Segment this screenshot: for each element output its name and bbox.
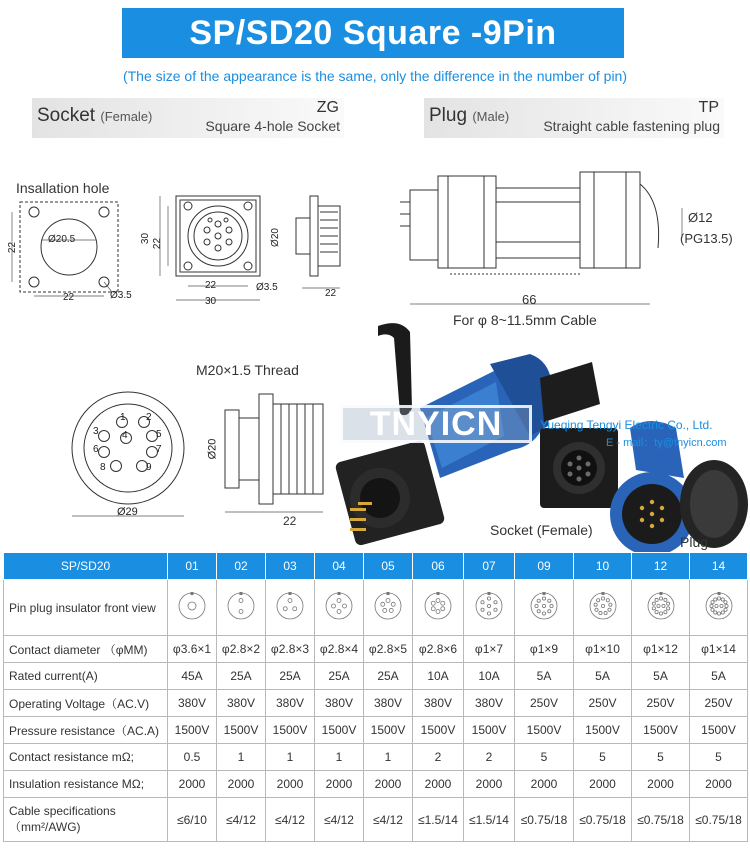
socket-side-drawing bbox=[280, 190, 350, 300]
spec-cell: φ3.6×1 bbox=[168, 636, 217, 663]
pin-hole bbox=[710, 608, 713, 611]
dim-22-socket-side: 22 bbox=[325, 288, 337, 299]
spec-cell: 5A bbox=[690, 663, 748, 690]
spec-cell: 1500V bbox=[168, 717, 217, 744]
face-pin-hole bbox=[111, 461, 122, 472]
spec-cell: 380V bbox=[168, 690, 217, 717]
pin-hole bbox=[441, 607, 445, 611]
pin-layout-icon bbox=[225, 590, 257, 622]
pin-hole bbox=[381, 602, 385, 606]
pin-hole bbox=[542, 612, 545, 615]
dim-pg-plug: (PG13.5) bbox=[680, 231, 733, 246]
plug-tag bbox=[424, 98, 724, 138]
face-pin-2: 2 bbox=[146, 412, 152, 423]
pin-hole bbox=[659, 612, 662, 615]
pin-hole bbox=[332, 604, 336, 608]
pin-hole bbox=[548, 610, 551, 613]
pin-hole bbox=[337, 610, 341, 614]
spec-cell: 380V bbox=[364, 690, 413, 717]
spec-cell: φ1×12 bbox=[632, 636, 690, 663]
pin-layout-icon bbox=[703, 590, 735, 622]
spec-row-label: Operating Voltage（AC.V) bbox=[4, 690, 168, 717]
pin-hole bbox=[494, 608, 497, 611]
pin-layout-cell bbox=[168, 580, 217, 636]
pin-layout-icon bbox=[587, 590, 619, 622]
pin-hole bbox=[239, 599, 243, 603]
pin-hole bbox=[389, 608, 393, 612]
spec-cell: 1500V bbox=[315, 717, 364, 744]
socket-tag-desc: Square 4-hole Socket bbox=[205, 118, 340, 134]
spec-cell: 250V bbox=[515, 690, 574, 717]
installation-hole-label: Insallation hole bbox=[16, 180, 110, 196]
spec-cell: 25A bbox=[364, 663, 413, 690]
pin-hole bbox=[661, 604, 664, 607]
pin-hole bbox=[607, 608, 610, 611]
pin-hole bbox=[666, 607, 669, 610]
spec-cell: ≤4/12 bbox=[364, 798, 413, 842]
pin-layout-cell bbox=[217, 580, 266, 636]
spec-row-cable bbox=[4, 798, 748, 842]
pin-hole bbox=[441, 601, 445, 605]
company-email: E - mail：ty@tnyicn.com bbox=[606, 437, 727, 449]
spec-header-pin-count: 01 bbox=[168, 553, 217, 580]
pin-hole bbox=[714, 604, 717, 607]
spec-cell: ≤0.75/18 bbox=[574, 798, 632, 842]
pin-hole bbox=[652, 607, 655, 610]
pin-hole bbox=[659, 597, 662, 600]
spec-cell: 2000 bbox=[413, 771, 464, 798]
pin-hole bbox=[713, 611, 716, 614]
pin-layout-cell bbox=[690, 580, 748, 636]
spec-cell: 1 bbox=[217, 744, 266, 771]
pin-hole bbox=[343, 604, 347, 608]
spec-cell: 380V bbox=[217, 690, 266, 717]
dim-12-plug: Ø12 bbox=[688, 210, 713, 225]
pin-layout-cell bbox=[413, 580, 464, 636]
spec-cell: 1500V bbox=[515, 717, 574, 744]
spec-row-label: Insulation resistance MΩ; bbox=[4, 771, 168, 798]
pin-hole bbox=[596, 599, 599, 602]
spec-row-label: Contact resistance mΩ; bbox=[4, 744, 168, 771]
dim-22-socket-vertical: 22 bbox=[152, 237, 164, 250]
spec-cell: 25A bbox=[315, 663, 364, 690]
spec-cell: 250V bbox=[632, 690, 690, 717]
pin-hole bbox=[481, 601, 484, 604]
pin-layout-cell bbox=[574, 580, 632, 636]
pin-hole bbox=[608, 603, 611, 606]
pin-hole bbox=[337, 599, 341, 603]
pin-hole bbox=[656, 604, 659, 607]
spec-header-pin-count: 04 bbox=[315, 553, 364, 580]
pin-hole bbox=[391, 602, 395, 606]
pin-hole bbox=[487, 597, 490, 600]
dim-22-vertical: 22 bbox=[7, 241, 19, 254]
pin-hole bbox=[436, 610, 440, 614]
pin-hole bbox=[537, 610, 540, 613]
pin-hole bbox=[535, 604, 538, 607]
pin-hole bbox=[487, 604, 490, 607]
spec-row-label: Pin plug insulator front view bbox=[4, 580, 168, 636]
spec-cell: 5 bbox=[574, 744, 632, 771]
pin-layout-icon bbox=[473, 590, 505, 622]
dim-30-socket: 30 bbox=[205, 296, 217, 307]
face-pin-6: 6 bbox=[93, 444, 99, 455]
spec-cell: 1500V bbox=[690, 717, 748, 744]
spec-row bbox=[4, 690, 748, 717]
spec-cell: 380V bbox=[464, 690, 515, 717]
spec-cell: 2000 bbox=[515, 771, 574, 798]
spec-header-pin-count: 09 bbox=[515, 553, 574, 580]
spec-row-label: Pressure resistance（AC.A) bbox=[4, 717, 168, 744]
pin-hole bbox=[717, 612, 720, 615]
company-name: Yueqing Tengyi Electric Co., Ltd. bbox=[540, 418, 713, 432]
spec-cell: 45A bbox=[168, 663, 217, 690]
spec-row bbox=[4, 744, 748, 771]
spec-row-label: Contact diameter （φMM) bbox=[4, 636, 168, 663]
face-pin-hole bbox=[99, 431, 110, 442]
pin-hole bbox=[288, 599, 292, 603]
spec-cell: ≤1.5/14 bbox=[464, 798, 515, 842]
face-pin-9: 9 bbox=[146, 462, 152, 473]
dim-20-socket-side: Ø20 bbox=[269, 228, 281, 247]
dim-29-face: Ø29 bbox=[117, 506, 138, 518]
face-pin-8: 8 bbox=[100, 462, 106, 473]
spec-row-label: Cable specifications（mm²/AWG) bbox=[4, 798, 168, 842]
pin-hole bbox=[550, 604, 553, 607]
pin-hole bbox=[594, 603, 597, 606]
pin-hole bbox=[383, 608, 387, 612]
spec-cell: ≤4/12 bbox=[315, 798, 364, 842]
plug-tag-name: Plug (Male) bbox=[429, 105, 510, 126]
face-pin-1: 1 bbox=[120, 412, 126, 423]
pin-layout-cell bbox=[632, 580, 690, 636]
spec-table bbox=[3, 552, 748, 842]
dim-66-plug: 66 bbox=[522, 292, 537, 307]
socket-photo-label: Socket (Female) bbox=[490, 522, 593, 538]
pin-hole bbox=[709, 604, 712, 607]
spec-cell: ≤0.75/18 bbox=[515, 798, 574, 842]
pin-hole bbox=[188, 602, 196, 610]
spec-header-row bbox=[4, 553, 748, 580]
spec-cell: 0.5 bbox=[168, 744, 217, 771]
spec-cell: 250V bbox=[690, 690, 748, 717]
spec-header-model: SP/SD20 bbox=[4, 553, 168, 580]
pin-hole bbox=[598, 611, 601, 614]
spec-cell: φ1×7 bbox=[464, 636, 515, 663]
pin-layout-cell bbox=[266, 580, 315, 636]
spec-header-pin-count: 02 bbox=[217, 553, 266, 580]
spec-cell: ≤4/12 bbox=[217, 798, 266, 842]
pin-hole bbox=[723, 601, 726, 604]
pin-hole bbox=[481, 608, 484, 611]
dim-20-thread: Ø20 bbox=[206, 438, 219, 460]
spec-cell: φ2.8×5 bbox=[364, 636, 413, 663]
spec-row bbox=[4, 771, 748, 798]
brand-logo: TNYICN bbox=[340, 405, 532, 443]
pin-hole bbox=[606, 599, 609, 602]
pin-hole bbox=[542, 604, 545, 607]
spec-cell: 5 bbox=[632, 744, 690, 771]
pin-hole bbox=[548, 599, 551, 602]
pin-layout-icon bbox=[528, 590, 560, 622]
pin-hole bbox=[431, 601, 435, 605]
pin-hole bbox=[594, 608, 597, 611]
spec-header-pin-count: 14 bbox=[690, 553, 748, 580]
face-pin-4: 4 bbox=[122, 430, 128, 441]
spec-cell: 1500V bbox=[632, 717, 690, 744]
spec-row bbox=[4, 717, 748, 744]
dim-3-5-hole: Ø3.5 bbox=[110, 290, 132, 301]
pin-hole bbox=[537, 599, 540, 602]
pin-hole bbox=[719, 604, 722, 607]
spec-cell: 25A bbox=[266, 663, 315, 690]
spec-cell: φ2.8×2 bbox=[217, 636, 266, 663]
spec-cell: φ1×14 bbox=[690, 636, 748, 663]
spec-header-pin-count: 06 bbox=[413, 553, 464, 580]
spec-cell: 2000 bbox=[364, 771, 413, 798]
plug-tag-code: TP bbox=[698, 99, 719, 116]
spec-row-pin-view bbox=[4, 580, 748, 636]
socket-tag bbox=[32, 98, 344, 138]
pin-layout-icon bbox=[176, 590, 208, 622]
spec-row-label: Rated current(A) bbox=[4, 663, 168, 690]
pin-hole bbox=[663, 610, 666, 613]
pin-hole bbox=[713, 598, 716, 601]
socket-tag-code: ZG bbox=[316, 99, 339, 116]
face-pin-hole bbox=[99, 447, 110, 458]
dim-22-socket: 22 bbox=[205, 280, 217, 291]
pin-hole bbox=[666, 602, 669, 605]
pin-hole bbox=[654, 598, 657, 601]
spec-header-pin-count: 07 bbox=[464, 553, 515, 580]
pin-hole bbox=[710, 601, 713, 604]
spec-cell: 2000 bbox=[168, 771, 217, 798]
pin-layout-cell bbox=[364, 580, 413, 636]
pin-layout-icon bbox=[274, 590, 306, 622]
spec-cell: 380V bbox=[413, 690, 464, 717]
spec-cell: 1500V bbox=[413, 717, 464, 744]
spec-cell: 2000 bbox=[690, 771, 748, 798]
spec-cell: 1500V bbox=[464, 717, 515, 744]
pin-hole bbox=[431, 607, 435, 611]
pin-hole bbox=[723, 608, 726, 611]
cable-note: For φ 8~11.5mm Cable bbox=[453, 312, 597, 328]
pin-hole bbox=[652, 602, 655, 605]
spec-cell: φ2.8×6 bbox=[413, 636, 464, 663]
socket-tag-name: Socket (Female) bbox=[37, 105, 153, 126]
spec-cell: 2000 bbox=[266, 771, 315, 798]
spec-cell: ≤4/12 bbox=[266, 798, 315, 842]
dim-22-horizontal: 22 bbox=[63, 292, 75, 303]
pin-hole bbox=[436, 599, 440, 603]
spec-cell: 2 bbox=[413, 744, 464, 771]
pin-hole bbox=[724, 604, 727, 607]
page-title: SP/SD20 Square -9Pin bbox=[122, 8, 624, 58]
pin-hole bbox=[283, 607, 287, 611]
spec-cell: 380V bbox=[315, 690, 364, 717]
thread-label: M20×1.5 Thread bbox=[196, 362, 299, 378]
plug-side-drawing bbox=[400, 162, 690, 312]
spec-cell: 1500V bbox=[364, 717, 413, 744]
face-pin-5: 5 bbox=[156, 429, 162, 440]
pin-hole bbox=[721, 598, 724, 601]
pin-hole bbox=[601, 604, 604, 607]
spec-cell: 1 bbox=[266, 744, 315, 771]
pin-layout-icon bbox=[422, 590, 454, 622]
socket-thread-side-drawing bbox=[215, 388, 345, 518]
spec-cell: φ2.8×3 bbox=[266, 636, 315, 663]
dim-20-5: Ø20.5 bbox=[48, 234, 76, 245]
page-subtitle: (The size of the appearance is the same, only the difference in the number of pin) bbox=[122, 68, 628, 84]
dim-3-5-socket: Ø3.5 bbox=[256, 282, 278, 293]
spec-cell: 2 bbox=[464, 744, 515, 771]
spec-cell: ≤0.75/18 bbox=[632, 798, 690, 842]
pin-hole bbox=[386, 599, 390, 603]
pin-layout-icon bbox=[645, 590, 677, 622]
spec-header-pin-count: 10 bbox=[574, 553, 632, 580]
spec-cell: 1 bbox=[315, 744, 364, 771]
spec-cell: 2000 bbox=[464, 771, 515, 798]
spec-cell: 10A bbox=[413, 663, 464, 690]
spec-cell: 380V bbox=[266, 690, 315, 717]
spec-cell: φ2.8×4 bbox=[315, 636, 364, 663]
pin-hole bbox=[603, 611, 606, 614]
dim-22-thread: 22 bbox=[283, 514, 297, 528]
spec-cell: 5A bbox=[632, 663, 690, 690]
spec-cell: 5 bbox=[690, 744, 748, 771]
pin-hole bbox=[494, 601, 497, 604]
plug-photo-label: Plug bbox=[680, 534, 709, 550]
pin-hole bbox=[601, 597, 604, 600]
spec-header-pin-count: 05 bbox=[364, 553, 413, 580]
pin-hole bbox=[542, 597, 545, 600]
pin-hole bbox=[717, 597, 720, 600]
spec-cell: ≤6/10 bbox=[168, 798, 217, 842]
pin-hole bbox=[721, 611, 724, 614]
spec-cell: 1500V bbox=[574, 717, 632, 744]
pin-hole bbox=[654, 610, 657, 613]
spec-header-pin-count: 12 bbox=[632, 553, 690, 580]
spec-cell: 25A bbox=[217, 663, 266, 690]
pin-layout-icon bbox=[323, 590, 355, 622]
spec-cell: 2000 bbox=[315, 771, 364, 798]
spec-cell: ≤1.5/14 bbox=[413, 798, 464, 842]
plug-tag-desc: Straight cable fastening plug bbox=[543, 118, 720, 134]
spec-cell: 5 bbox=[515, 744, 574, 771]
spec-header-pin-count: 03 bbox=[266, 553, 315, 580]
spec-row bbox=[4, 636, 748, 663]
spec-cell: φ1×10 bbox=[574, 636, 632, 663]
dim-30-vertical: 30 bbox=[140, 232, 152, 245]
spec-cell: 1 bbox=[364, 744, 413, 771]
pin-hole bbox=[293, 607, 297, 611]
pin-layout-cell bbox=[464, 580, 515, 636]
pin-hole bbox=[663, 598, 666, 601]
spec-cell: φ1×9 bbox=[515, 636, 574, 663]
spec-cell: 2000 bbox=[574, 771, 632, 798]
spec-cell: 5A bbox=[515, 663, 574, 690]
pin-hole bbox=[487, 612, 490, 615]
spec-cell: 1500V bbox=[266, 717, 315, 744]
pin-layout-icon bbox=[372, 590, 404, 622]
spec-cell: 10A bbox=[464, 663, 515, 690]
spec-cell: 250V bbox=[574, 690, 632, 717]
face-pin-7: 7 bbox=[156, 444, 162, 455]
pin-layout-cell bbox=[515, 580, 574, 636]
spec-cell: 5A bbox=[574, 663, 632, 690]
face-pin-3: 3 bbox=[93, 426, 99, 437]
spec-cell: ≤0.75/18 bbox=[690, 798, 748, 842]
spec-cell: 2000 bbox=[217, 771, 266, 798]
spec-cell: 2000 bbox=[632, 771, 690, 798]
pin-hole bbox=[239, 610, 243, 614]
spec-row bbox=[4, 663, 748, 690]
spec-cell: 1500V bbox=[217, 717, 266, 744]
pin-layout-cell bbox=[315, 580, 364, 636]
